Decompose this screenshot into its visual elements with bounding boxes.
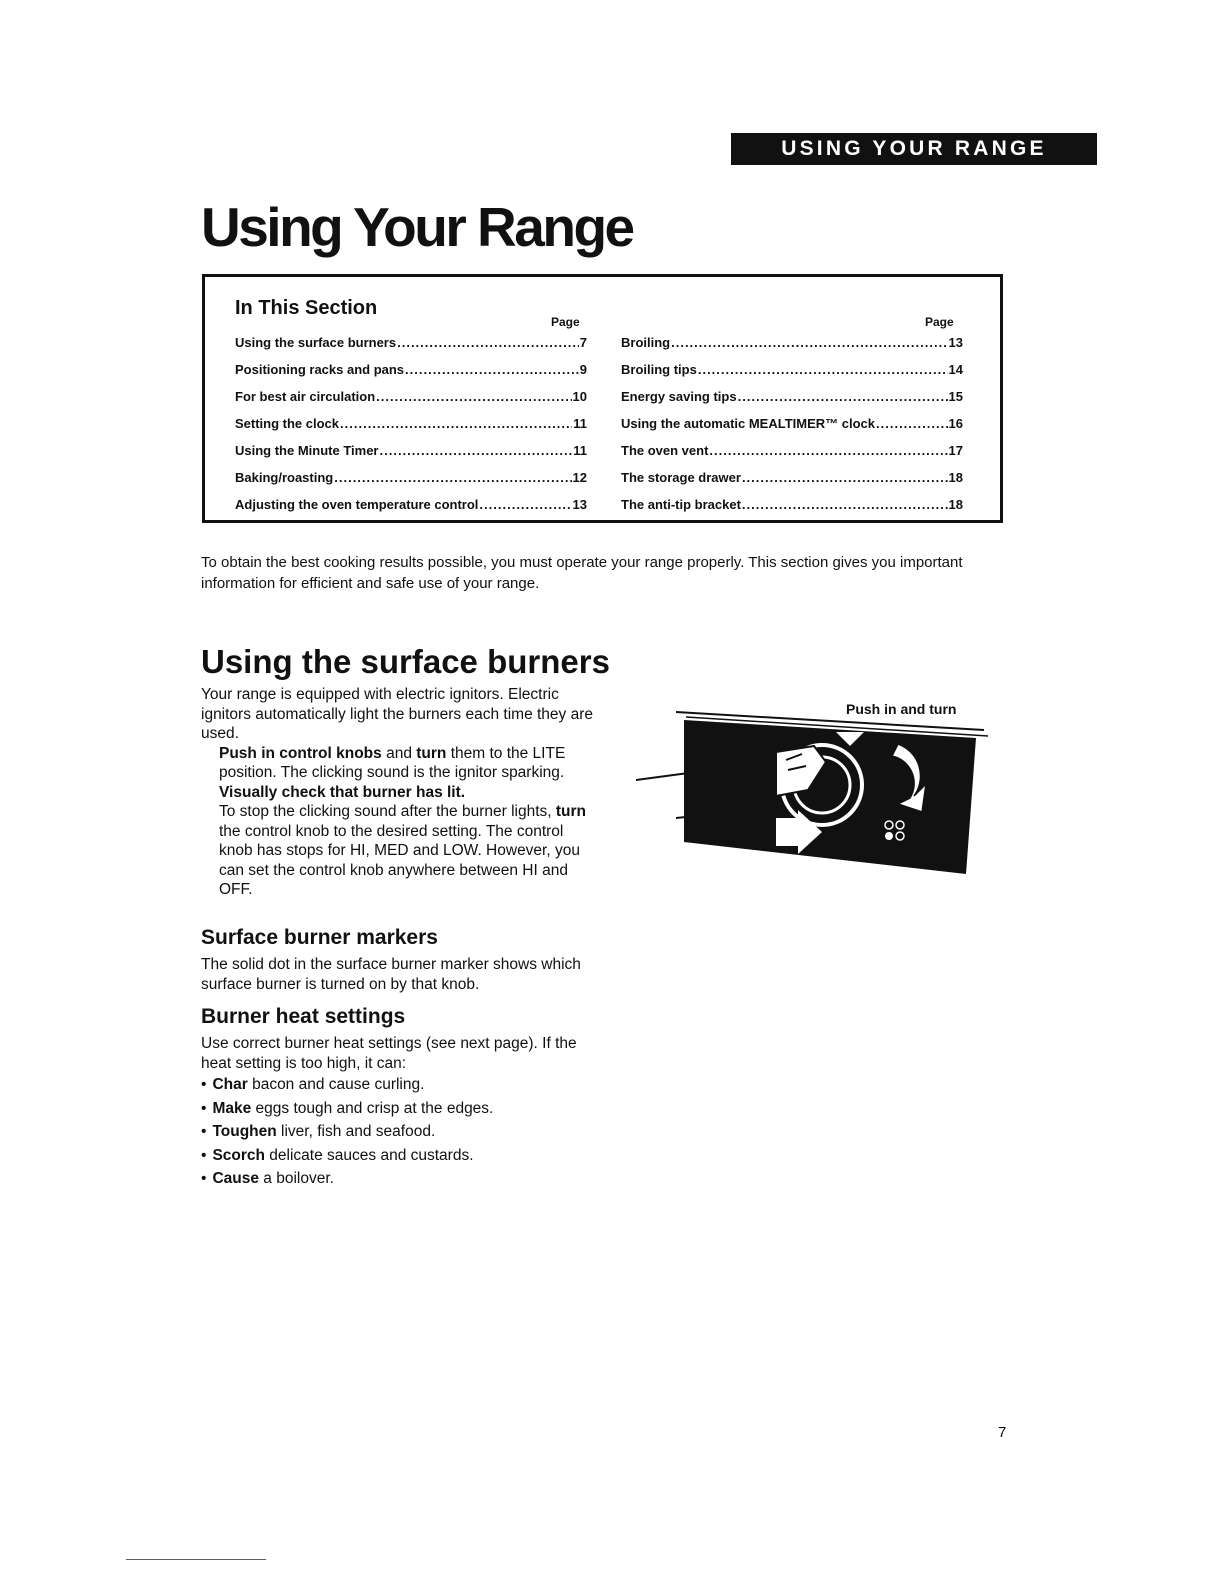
section-banner: USING YOUR RANGE	[731, 133, 1097, 165]
toc-entry[interactable]	[621, 383, 963, 410]
text: a boilover.	[258, 1170, 334, 1187]
toc-list-right	[621, 329, 963, 518]
markers-title: Surface burner markers	[201, 926, 438, 949]
text: the control knob to the desired setting. The control knob has stops for HI, MED and LOW. However, you can set the control knob anywhere between HI and OFF.	[219, 822, 580, 898]
footnote-rule	[126, 1559, 266, 1560]
toc-entry-label: Energy saving tips	[621, 389, 737, 404]
toc-entry-label: Using the Minute Timer	[235, 443, 379, 458]
toc-list-left	[235, 329, 587, 518]
toc-entry-page: 18	[948, 470, 963, 485]
control-knob-illustration	[636, 700, 990, 885]
toc-entry-label: The storage drawer	[621, 470, 741, 485]
toc-entry-label: For best air circulation	[235, 389, 376, 404]
illustration-caption: Push in and turn	[846, 701, 957, 717]
ignitor-paragraph: Your range is equipped with electric ignitors. Electric ignitors automatically light the burners each time they are used.	[201, 686, 594, 742]
toc-entry-page: 10	[572, 389, 587, 404]
list-item	[201, 1097, 493, 1121]
toc-entry-label: Using the automatic MEALTIMER™ clock	[621, 416, 876, 431]
emphasis: Make	[212, 1099, 252, 1117]
toc-entry-page: 11	[573, 443, 587, 458]
toc-entry[interactable]	[235, 383, 587, 410]
emphasis: Char	[212, 1076, 248, 1093]
text: and	[381, 744, 417, 762]
toc-leader	[340, 410, 572, 437]
toc-entry[interactable]	[621, 491, 963, 518]
toc-entry[interactable]	[235, 491, 587, 518]
toc-leader	[479, 491, 571, 518]
toc-entry-label: Positioning racks and pans	[235, 362, 405, 377]
toc-entry[interactable]	[235, 410, 587, 437]
burner-marker-dot-solid	[885, 832, 893, 840]
text: them to the LITE position. The clicking sound is the ignitor sparking.	[219, 744, 566, 781]
heat-settings-list	[201, 1073, 493, 1191]
text: liver, fish and seafood.	[276, 1123, 436, 1140]
toc-entry-label: Broiling tips	[621, 362, 697, 377]
section-title: Using the surface burners	[201, 643, 610, 680]
toc-entry-page: 9	[579, 362, 587, 377]
push-knob-paragraph	[201, 744, 601, 803]
list-item	[201, 1167, 493, 1191]
emphasis: Cause	[212, 1170, 259, 1187]
toc-entry[interactable]	[235, 356, 587, 383]
text: To stop the clicking sound after the burner lights,	[219, 803, 556, 820]
toc-page-label-left: Page	[551, 315, 580, 329]
toc-leader	[742, 464, 948, 491]
intro-paragraph: To obtain the best cooking results possible, you must operate your range properly. This section gives you important information for efficient and safe use of your range.	[201, 554, 963, 592]
surface-burners-body	[201, 685, 601, 900]
toc-heading: In This Section	[235, 297, 378, 319]
toc-leader	[709, 437, 947, 464]
heat-settings-title: Burner heat settings	[201, 1005, 406, 1028]
toc-entry-page: 12	[572, 470, 587, 485]
toc-entry-page: 15	[948, 389, 963, 404]
toc-entry-page: 17	[948, 443, 963, 458]
toc-leader	[876, 410, 948, 437]
toc-leader	[334, 464, 571, 491]
toc-leader	[742, 491, 948, 518]
toc-entry[interactable]	[621, 356, 963, 383]
toc-entry-label: Baking/roasting	[235, 470, 334, 485]
page-number: 7	[998, 1424, 1007, 1441]
toc-entry-label: The anti-tip bracket	[621, 497, 741, 512]
toc-entry-page: 18	[948, 497, 963, 512]
toc-leader	[405, 356, 579, 383]
toc-leader	[397, 329, 579, 356]
toc-leader	[738, 383, 948, 410]
toc-entry-page: 16	[948, 416, 963, 431]
toc-entry-label: Broiling	[621, 335, 671, 350]
toc-entry-page: 11	[573, 416, 587, 431]
markers-paragraph: The solid dot in the surface burner marker shows which surface burner is turned on by that knob.	[201, 956, 581, 993]
heat-settings-paragraph: Use correct burner heat settings (see next page). If the heat setting is too high, it can:	[201, 1035, 577, 1072]
toc-box	[202, 274, 1003, 523]
toc-entry[interactable]	[621, 437, 963, 464]
toc-page-label-right: Page	[925, 315, 954, 329]
toc-leader	[698, 356, 948, 383]
page-title: Using Your Range	[201, 196, 633, 258]
toc-entry[interactable]	[235, 329, 587, 356]
emphasis: Push in control knobs	[219, 744, 382, 762]
stop-clicking-paragraph	[201, 802, 601, 900]
toc-entry-label: Adjusting the oven temperature control	[235, 497, 479, 512]
toc-entry[interactable]	[235, 437, 587, 464]
toc-entry-page: 13	[572, 497, 587, 512]
toc-entry-label: Setting the clock	[235, 416, 340, 431]
toc-leader	[671, 329, 947, 356]
list-item	[201, 1144, 493, 1168]
toc-leader	[376, 383, 571, 410]
toc-entry-page: 7	[579, 335, 587, 350]
toc-entry-label: Using the surface burners	[235, 335, 397, 350]
toc-entry-label: The oven vent	[621, 443, 709, 458]
list-item	[201, 1120, 493, 1144]
text: delicate sauces and custards.	[265, 1146, 474, 1164]
emphasis: Scorch	[212, 1146, 265, 1164]
text: eggs tough and crisp at the edges.	[251, 1099, 494, 1117]
list-item	[201, 1073, 493, 1097]
text: bacon and cause curling.	[247, 1076, 425, 1093]
toc-entry[interactable]	[235, 464, 587, 491]
toc-entry[interactable]	[621, 464, 963, 491]
toc-entry[interactable]	[621, 329, 963, 356]
emphasis: Visually check that burner has lit.	[219, 783, 466, 801]
toc-entry[interactable]	[621, 410, 963, 437]
toc-entry-page: 13	[948, 335, 963, 350]
emphasis: turn	[416, 744, 447, 762]
emphasis: Toughen	[212, 1123, 277, 1140]
emphasis: turn	[555, 803, 587, 820]
push-arrow-shaft	[776, 818, 798, 846]
control-panel	[684, 720, 976, 874]
toc-leader	[380, 437, 573, 464]
toc-entry-page: 14	[948, 362, 963, 377]
